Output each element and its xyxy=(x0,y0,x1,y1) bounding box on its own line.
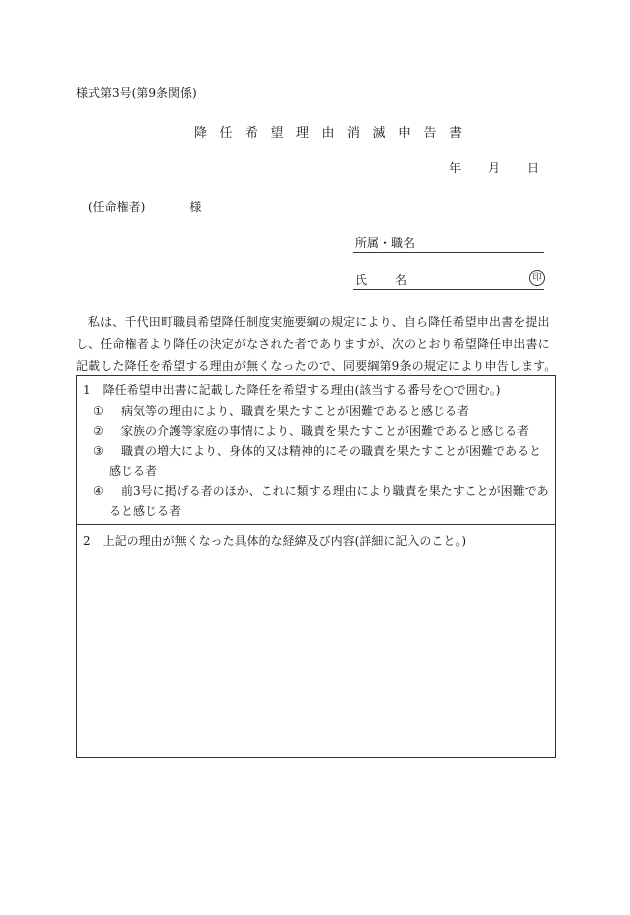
date-line xyxy=(449,159,539,176)
name-label xyxy=(355,271,407,288)
name-field[interactable] xyxy=(353,271,544,290)
reason-section xyxy=(77,376,555,525)
name-label-first: 氏 xyxy=(355,273,368,287)
affiliation-field[interactable] xyxy=(353,234,544,253)
honorific-label: 様 xyxy=(189,200,202,214)
reason-text: 家族の介護等家庭の事情により、職責を果たすことが困難であると感じる者 xyxy=(121,424,530,438)
details-section-heading: 2 上記の理由が無くなった具体的な経緯及び内容(詳細に記入のこと。) xyxy=(83,534,467,548)
reason-item[interactable] xyxy=(93,421,549,441)
name-label-second: 名 xyxy=(395,273,408,287)
reason-item[interactable] xyxy=(93,481,549,521)
reason-number: ① xyxy=(93,404,104,418)
document-title: 降任希望理由消滅申告書 xyxy=(194,126,475,141)
details-text-area[interactable] xyxy=(77,546,555,756)
reason-number: ③ xyxy=(93,444,104,458)
reason-text: 病気等の理由により、職責を果たすことが困難であると感じる者 xyxy=(121,404,470,418)
reason-number: ② xyxy=(93,424,104,438)
reason-section-heading: 1 降任希望申出書に記載した降任を希望する理由(該当する番号を○で囲む。) xyxy=(83,383,501,397)
reason-item[interactable] xyxy=(93,401,549,421)
date-day-label: 日 xyxy=(527,161,540,175)
addressee-line xyxy=(88,198,201,215)
declaration-table xyxy=(76,375,556,758)
seal-icon: 印 xyxy=(529,270,545,286)
reason-item[interactable] xyxy=(93,441,549,481)
reason-text: 前3号に掲げる者のほか、これに類する理由により職責を果たすことが困難であると感じる者 xyxy=(109,484,549,518)
appointer-label: (任命権者) xyxy=(88,200,146,214)
reason-text: 職責の増大により、身体的又は精神的にその職責を果たすことが困難であると感じる者 xyxy=(109,444,542,478)
date-year-label: 年 xyxy=(449,161,462,175)
affiliation-label: 所属・職名 xyxy=(355,236,416,250)
date-month-label: 月 xyxy=(488,161,501,175)
declaration-text: 私は、千代田町職員希望降任制度実施要綱の規定により、自ら降任希望申出書を提出し、任命権者より降任の決定がなされた者でありますが、次のとおり希望降任申出書に記載した降任を希望する理由が無くなったので、同要綱第9条の規定により申告します。 xyxy=(76,315,557,373)
reason-number: ④ xyxy=(93,484,104,498)
form-number: 様式第3号(第9条関係) xyxy=(76,86,197,100)
